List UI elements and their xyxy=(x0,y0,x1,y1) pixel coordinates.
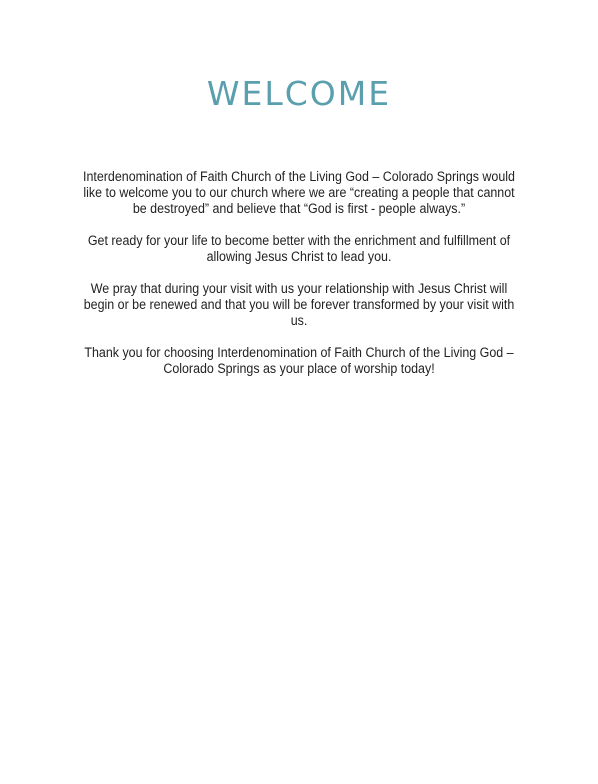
paragraph-get-ready: Get ready for your life to become better with the enrichment and fulfillment of allowing Jesus Christ to lead you. xyxy=(87,233,511,264)
paragraph-prayer: We pray that during your visit with us your relationship with Jesus Christ will begin or be renewed and that you will be forever transformed by your visit with us. xyxy=(83,281,515,328)
welcome-message xyxy=(75,169,523,393)
paragraph-thank-you: Thank you for choosing Interdenomination of Faith Church of the Living God – Colorado Springs as your place of worship today! xyxy=(84,345,514,376)
paragraph-welcome: Interdenomination of Faith Church of the Living God – Colorado Springs would like to welcome you to our church where we are “creating a people that cannot be destroyed” and believe that “God is first - people always.” xyxy=(83,169,515,216)
page-title: WELCOME xyxy=(206,74,392,113)
